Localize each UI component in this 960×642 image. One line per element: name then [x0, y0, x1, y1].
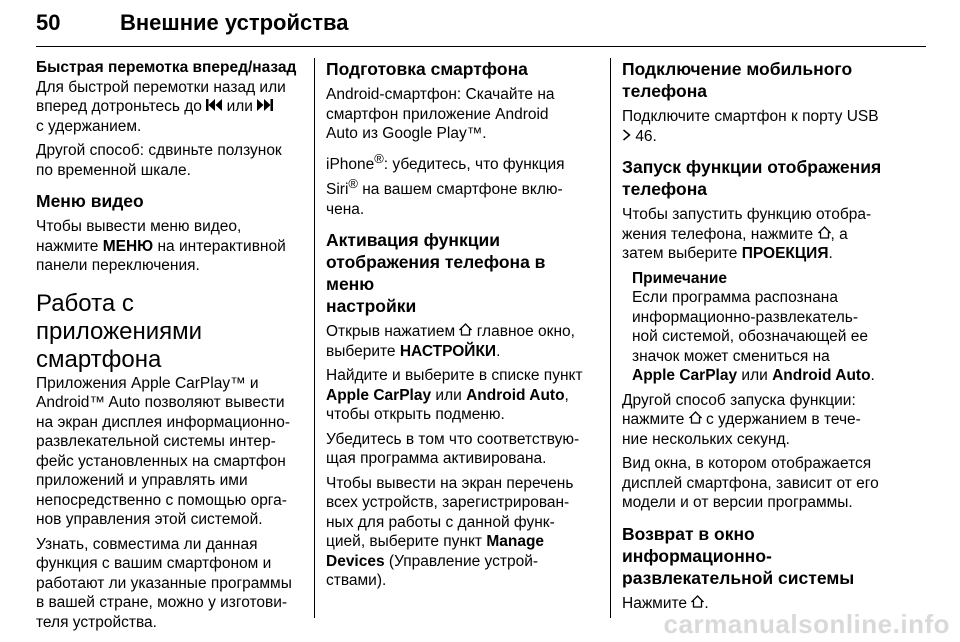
text: фейс установленных на смартфон [36, 452, 286, 470]
text: iPhone [326, 155, 375, 173]
text: (Управление устрой- [388, 552, 539, 570]
text: Найдите и выберите в списке пункт [326, 367, 583, 385]
text-bold: МЕНЮ [102, 237, 154, 255]
text: отображения телефона в меню [326, 252, 546, 295]
note-box [632, 269, 890, 386]
page-title: Внешние устройства [120, 10, 349, 35]
heading-connect-phone [622, 58, 890, 102]
text-bold: ПРОЕКЦИЯ [741, 245, 829, 262]
text: Открыв нажатием [326, 323, 456, 341]
text: по временной шкале. [36, 161, 191, 179]
skip-back-icon [206, 99, 222, 113]
text: затем выберите [622, 245, 738, 262]
text: чена. [326, 200, 365, 218]
text: Android™ Auto позволяют вывести [36, 394, 285, 411]
paragraph-compatibility [36, 535, 302, 633]
text: Убедитесь в том что соответствую- [326, 430, 580, 448]
text: информационно-развлекатель- [632, 308, 858, 326]
text-bold: Android Auto [772, 367, 871, 384]
text: Чтобы вывести на экран перечень [326, 474, 574, 492]
note-text: Если программа распознана информационно-развлекатель- ной системой, обозначающей ее значок может смениться на Apple CarPlay или Android Auto. [632, 289, 875, 384]
skip-forward-icon [257, 99, 273, 113]
text-bold: Android Auto [466, 386, 565, 404]
text: Подключение мобильного [622, 59, 853, 79]
text: развлекательной системы интер- [36, 433, 276, 450]
home-icon [459, 323, 472, 338]
heading-video-menu: Меню видео [36, 191, 144, 211]
text: смартфон приложение Android [326, 105, 549, 123]
paragraph-video-menu [36, 217, 302, 276]
text-bold: Apple CarPlay [632, 367, 738, 384]
text-bold: Devices [326, 552, 385, 570]
text: или [226, 98, 253, 115]
text: Работа с приложениями [36, 289, 203, 345]
home-icon [818, 226, 831, 241]
text: : убедитесь, что функция [383, 155, 565, 173]
heading-apps [36, 290, 302, 374]
home-icon [689, 411, 702, 426]
text: или [741, 367, 768, 384]
text: нажмите [36, 237, 99, 255]
text: модели и от версии программы. [622, 494, 853, 511]
text: ствами). [326, 572, 387, 590]
text: вперед дотроньтесь до [36, 98, 202, 115]
heading-prepare-smartphone: Подготовка смартфона [326, 59, 528, 79]
text: главное окно, [476, 323, 575, 341]
text: или [435, 386, 462, 404]
text: жения телефона, нажмите [622, 225, 814, 243]
text: цией, выберите пункт [326, 533, 483, 551]
text: приложений и управлять ими [36, 472, 248, 489]
paragraph-press: Нажмите . [622, 594, 709, 612]
text: Вид окна, в котором отображается [622, 455, 872, 472]
text: Чтобы запустить функцию отобра- [622, 206, 872, 223]
text: Нажмите [622, 594, 688, 612]
text: Чтобы вывести меню видео, [36, 218, 242, 235]
text: на вашем смартфоне вклю- [357, 181, 563, 199]
text: Другой способ запуска функции: [622, 391, 856, 409]
text: Другой способ: сдвиньте ползунок [36, 142, 282, 159]
text: с удержанием. [36, 117, 142, 135]
text: функция с вашим смартфоном и [36, 555, 272, 572]
paragraph-view [622, 454, 890, 513]
text: значок может смениться на [632, 347, 830, 365]
text: Приложения Apple CarPlay™ и [36, 374, 259, 392]
heading-activate [326, 229, 596, 317]
paragraph-find: Найдите и выберите в списке пункт Apple CarPlay или Android Auto, чтобы открыть подменю. [326, 367, 583, 424]
home-icon [691, 595, 704, 610]
registered-mark: ® [348, 176, 358, 192]
text: панели переключения. [36, 257, 200, 274]
paragraph-slider [36, 141, 302, 180]
text: Auto из Google Play™. [326, 125, 487, 142]
page-number: 50 [36, 10, 61, 35]
text: развлекательной системы [622, 567, 855, 588]
text: дисплей смартфона, зависит от его [622, 474, 879, 492]
paragraph-android [326, 85, 596, 144]
text: чтобы открыть подменю. [326, 406, 505, 424]
text: Узнать, совместима ли данная [36, 535, 258, 553]
text: в вашей стране, можно у изготови- [36, 594, 288, 611]
heading-seek: Быстрая перемотка вперед/назад [36, 59, 297, 76]
paragraph-launch: Чтобы запустить функцию отобра- жения телефона, нажмите , а затем выберите ПРОЕКЦИЯ. [622, 206, 872, 262]
text: ние нескольких секунд. [622, 430, 790, 448]
text: на интерактивной [157, 237, 286, 255]
text: нов управления этой системой. [36, 511, 263, 528]
paragraph-open-settings: Открыв нажатием главное окно, выберите НАСТРОЙКИ. [326, 323, 575, 360]
note-title: Примечание [632, 269, 727, 287]
text: Запуск функции отображения [622, 157, 882, 177]
text: информационно- [622, 545, 772, 566]
text: щая программа активирована. [326, 450, 547, 468]
heading-launch [622, 156, 890, 200]
text: теля устройства. [36, 613, 157, 631]
registered-mark: ® [374, 150, 384, 166]
text: непосредственно с помощью орга- [36, 491, 287, 509]
text: ной системой, обозначающей ее [632, 328, 869, 345]
text: Если программа распознана [632, 289, 838, 306]
text-bold: Manage [486, 533, 545, 551]
text: Возврат в окно [622, 523, 755, 544]
text: Android-смартфон: Скачайте на [326, 86, 555, 103]
text: на экран дисплея информационно- [36, 413, 291, 431]
text: Активация функции [326, 230, 500, 251]
text: смартфона [36, 345, 162, 373]
text-bold: НАСТРОЙКИ [399, 342, 497, 360]
column-middle [326, 58, 596, 636]
text: выберите [326, 342, 396, 360]
text: телефона [622, 81, 707, 101]
paragraph-iphone [326, 149, 596, 220]
page-header [36, 6, 926, 47]
heading-return [622, 523, 890, 589]
column-divider [314, 58, 315, 618]
column-divider [610, 58, 611, 618]
column-left [36, 58, 302, 636]
text: с удержанием в тече- [706, 411, 861, 428]
text: телефона [622, 179, 707, 199]
paragraph-connect [622, 107, 890, 146]
paragraph-device-list [326, 474, 596, 591]
text: Для быстрой перемотки назад или [36, 78, 286, 96]
text: работают ли указанные программы [36, 574, 292, 592]
paragraph-apps [36, 374, 302, 530]
text: настройки [326, 296, 417, 317]
column-right [622, 58, 890, 636]
text: , а [830, 225, 848, 243]
paragraph-seek [36, 78, 302, 137]
text: Siri [326, 181, 349, 199]
text: всех устройств, зарегистрирован- [326, 494, 570, 512]
text: ных для работы с данной функ- [326, 513, 555, 531]
paragraph-ensure [326, 430, 596, 469]
page-reference-icon [622, 129, 631, 143]
text-bold: Apple CarPlay [326, 386, 432, 404]
text: Подключите смартфон к порту USB [622, 108, 879, 125]
watermark: carmanualsonline.info [663, 609, 950, 639]
text: нажмите [622, 411, 685, 428]
paragraph-other-way [622, 391, 890, 450]
page-reference: 46. [635, 127, 657, 145]
